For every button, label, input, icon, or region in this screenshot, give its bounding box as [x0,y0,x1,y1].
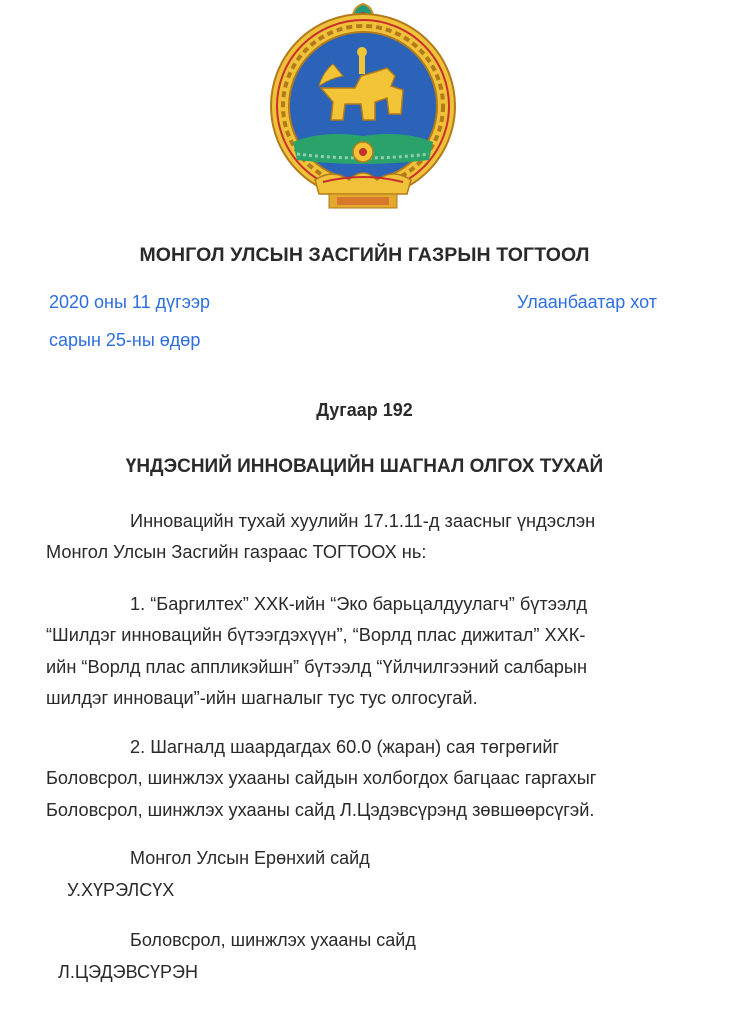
signatory-1-title: Монгол Улсын Ерөнхий сайд [130,848,370,868]
item-1-line: ийн “Ворлд плас аппликэйшн” бүтээлд “Үйлчилгээний салбарын [46,656,587,677]
item-2-line: Боловсрол, шинжлэх ухааны сайдын холбогдох багцаас гаргахыг [46,768,597,789]
item-2-line: Боловсрол, шинжлэх ухааны сайд Л.Цэдэвсүрэнд зөвшөөрсүгэй. [46,799,595,820]
item-1-line: шилдэг инноваци”-ийн шагналыг тус тус олгосугай. [46,687,478,708]
intro-line: Монгол Улсын Засгийн газраас ТОГТООХ нь: [46,542,427,563]
signatory-2-title: Боловсрол, шинжлэх ухааны сайд [130,930,416,950]
item-1-line: “Шилдэг инновацийн бүтээгдэхүүн”, “Ворлд плас дижитал” ХХК- [46,625,586,646]
decree-number: Дугаар 192 [316,400,413,420]
item-1-paragraph [46,589,686,714]
intro-paragraph [46,506,686,569]
item-1-line: 1. “Баргилтех” ХХК-ийн “Эко барьцалдуулагч” бүтээлд [130,594,588,614]
decree-subject: ҮНДЭСНИЙ ИННОВАЦИЙН ШАГНАЛ ОЛГОХ ТУХАЙ [125,456,604,477]
signatory-1-name: У.ХҮРЭЛСҮХ [67,880,175,900]
date-line-2: сарын 25-ны өдөр [49,330,201,350]
signatory-2-name: Л.ЦЭДЭВСҮРЭН [58,962,198,982]
document-title: МОНГОЛ УЛСЫН ЗАСГИЙН ГАЗРЫН ТОГТООЛ [139,244,590,266]
intro-line: Инновацийн тухай хуулийн 17.1.11-д заасныг үндэслэн [130,511,596,531]
place: Улаанбаатар хот [517,292,657,312]
state-emblem-icon [263,2,463,217]
item-2-paragraph [46,732,686,826]
item-2-line: 2. Шагналд шаардагдах 60.0 (жаран) сая төгрөгийг [130,737,560,757]
date-line-1: 2020 оны 11 дүгээр [49,292,211,312]
